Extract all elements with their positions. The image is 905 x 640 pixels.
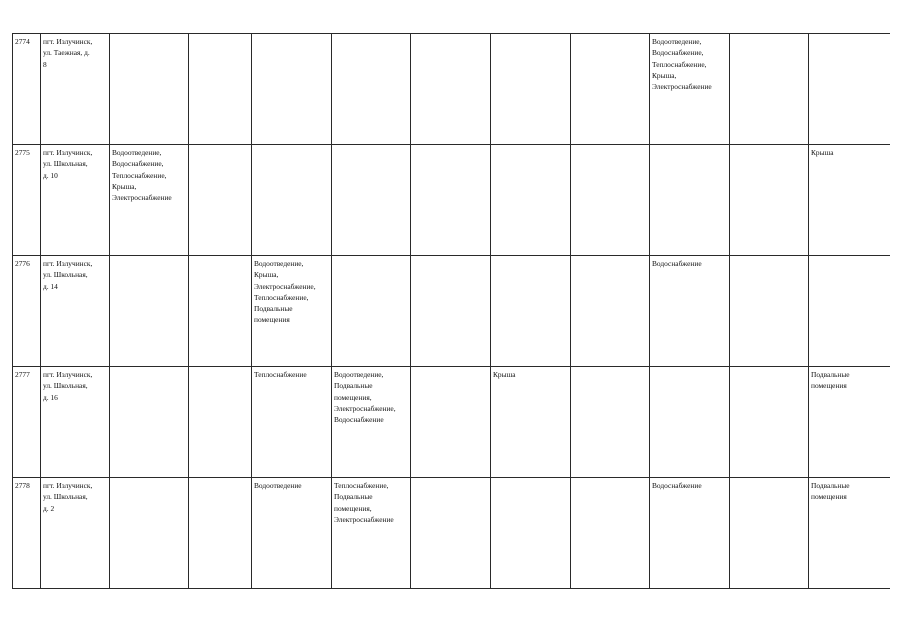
table-cell bbox=[571, 256, 650, 367]
table-cell bbox=[571, 34, 650, 145]
table-cell bbox=[491, 145, 571, 256]
row-number-cell: 2774 bbox=[13, 34, 41, 145]
address-cell: пгт. Излучинск, ул. Школьная, д. 2 bbox=[41, 478, 110, 589]
table-cell bbox=[650, 367, 730, 478]
table-cell bbox=[110, 478, 189, 589]
table-cell: Водоотведение bbox=[252, 478, 332, 589]
table-cell bbox=[110, 256, 189, 367]
row-number-cell: 2775 bbox=[13, 145, 41, 256]
table-row bbox=[13, 145, 890, 256]
table-cell: Подвальные помещения bbox=[809, 367, 890, 478]
table-cell bbox=[730, 367, 809, 478]
table-cell bbox=[189, 145, 252, 256]
table-row bbox=[13, 34, 890, 145]
repair-schedule-table bbox=[12, 33, 890, 589]
address-cell: пгт. Излучинск, ул. Школьная, д. 14 bbox=[41, 256, 110, 367]
table-cell: Водоснабжение bbox=[650, 478, 730, 589]
table-row bbox=[13, 478, 890, 589]
table-row bbox=[13, 367, 890, 478]
table-cell bbox=[189, 34, 252, 145]
table-cell bbox=[411, 478, 491, 589]
table-cell: Крыша bbox=[809, 145, 890, 256]
table-cell: Водоснабжение bbox=[650, 256, 730, 367]
table-cell bbox=[411, 34, 491, 145]
table-cell: Водоотведение, Водоснабжение, Теплоснабжение, Крыша, Электроснабжение bbox=[110, 145, 189, 256]
table-cell bbox=[571, 367, 650, 478]
table-cell bbox=[252, 145, 332, 256]
table-cell bbox=[411, 145, 491, 256]
table-row bbox=[13, 256, 890, 367]
table-cell: Крыша bbox=[491, 367, 571, 478]
table-cell bbox=[252, 34, 332, 145]
address-cell: пгт. Излучинск, ул. Таежная, д. 8 bbox=[41, 34, 110, 145]
table-cell: Теплоснабжение bbox=[252, 367, 332, 478]
table-cell bbox=[332, 34, 411, 145]
table-cell bbox=[730, 256, 809, 367]
table-cell bbox=[809, 256, 890, 367]
table-cell bbox=[491, 478, 571, 589]
table-cell bbox=[411, 256, 491, 367]
row-number-cell: 2777 bbox=[13, 367, 41, 478]
table-cell bbox=[491, 256, 571, 367]
table-cell bbox=[332, 145, 411, 256]
row-number-cell: 2776 bbox=[13, 256, 41, 367]
table-cell bbox=[730, 34, 809, 145]
table-cell bbox=[411, 367, 491, 478]
table-cell bbox=[730, 478, 809, 589]
table-cell bbox=[571, 145, 650, 256]
table-cell bbox=[571, 478, 650, 589]
table-cell: Водоотведение, Водоснабжение, Теплоснабжение, Крыша, Электроснабжение bbox=[650, 34, 730, 145]
address-cell: пгт. Излучинск, ул. Школьная, д. 10 bbox=[41, 145, 110, 256]
table-cell bbox=[189, 367, 252, 478]
table-cell: Водоотведение, Крыша, Электроснабжение, Теплоснабжение, Подвальные помещения bbox=[252, 256, 332, 367]
table-cell bbox=[809, 34, 890, 145]
row-number-cell: 2778 bbox=[13, 478, 41, 589]
table-cell bbox=[189, 478, 252, 589]
table-cell bbox=[332, 256, 411, 367]
table-cell bbox=[650, 145, 730, 256]
table-cell bbox=[110, 34, 189, 145]
table-cell bbox=[491, 34, 571, 145]
address-cell: пгт. Излучинск, ул. Школьная, д. 16 bbox=[41, 367, 110, 478]
table-cell bbox=[730, 145, 809, 256]
table-cell: Подвальные помещения bbox=[809, 478, 890, 589]
table-cell: Теплоснабжение, Подвальные помещения, Электроснабжение bbox=[332, 478, 411, 589]
table-cell: Водоотведение, Подвальные помещения, Электроснабжение, Водоснабжение bbox=[332, 367, 411, 478]
table-cell bbox=[110, 367, 189, 478]
table-cell bbox=[189, 256, 252, 367]
